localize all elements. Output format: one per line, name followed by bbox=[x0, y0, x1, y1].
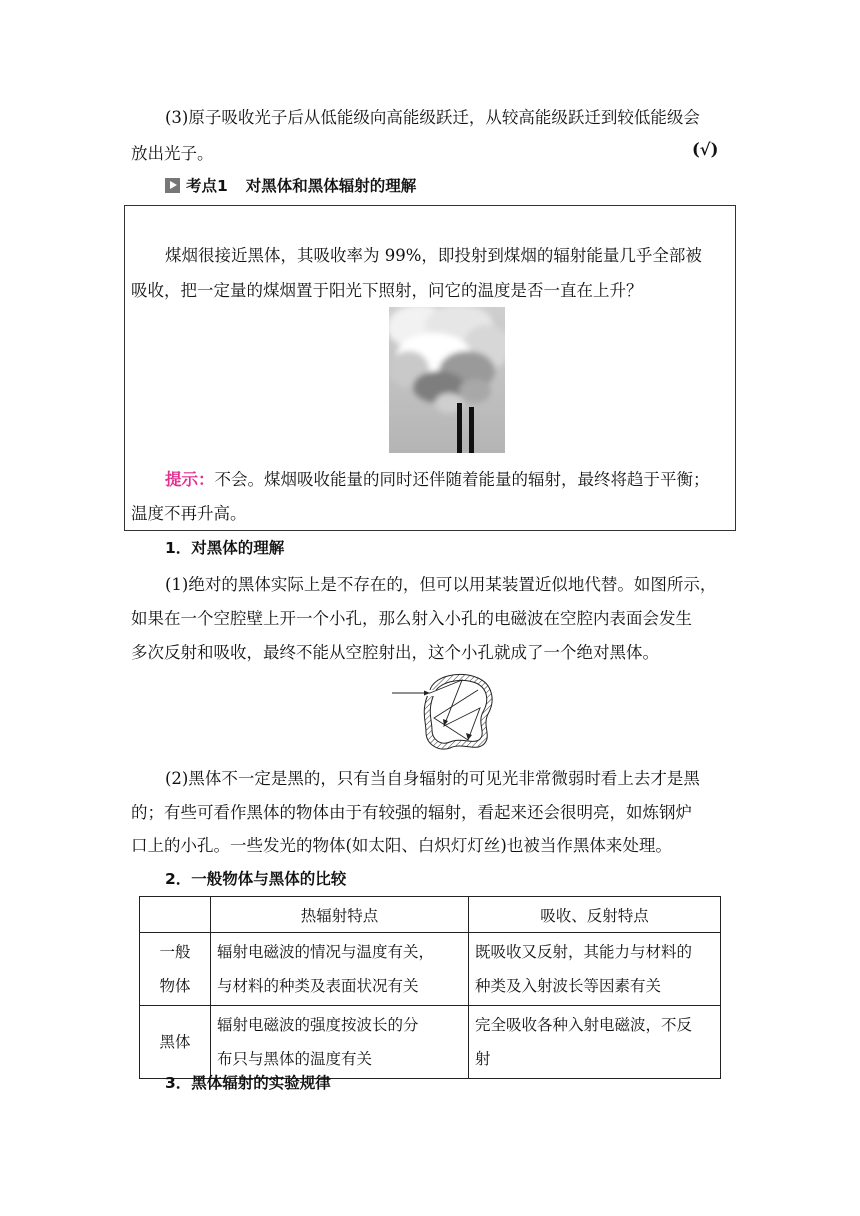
part1-p1-line-2: 如果在一个空腔壁上开一个小孔，那么射入小孔的电磁波在空腔内表面会发生 bbox=[131, 609, 692, 628]
table-row bbox=[140, 933, 721, 1006]
section-title: 对黑体和黑体辐射的理解 bbox=[245, 177, 417, 195]
hint-line-1 bbox=[165, 466, 710, 490]
part1-p2-line-1: (2)黑体不一定是黑的，只有当自身辐射的可见光非常微弱时看上去才是黑 bbox=[165, 769, 700, 788]
play-triangle-icon bbox=[165, 178, 180, 193]
hint-text: 不会。煤烟吸收能量的同时还伴随着能量的辐射，最终将趋于平衡； bbox=[214, 470, 710, 489]
absorb-cell: 完全吸收各种入射电磁波，不反 射 bbox=[469, 1006, 721, 1079]
question-line-1: 煤烟很接近黑体，其吸收率为 99%，即投射到煤烟的辐射能量几乎全部被 bbox=[165, 246, 702, 265]
part1-p2-line-2: 的；有些可看作黑体的物体由于有较强的辐射，看起来还会很明亮，如炼钢炉 bbox=[131, 803, 692, 822]
table-header-row bbox=[140, 897, 721, 933]
row-name: 一般 物体 bbox=[140, 933, 211, 1006]
comparison-table bbox=[139, 896, 721, 1079]
part1-heading: 1．对黑体的理解 bbox=[165, 539, 285, 557]
table-header-empty bbox=[140, 897, 211, 933]
table-header-absorb: 吸收、反射特点 bbox=[469, 897, 721, 933]
judgement-mark: (√) bbox=[692, 140, 719, 159]
smokestack-photo bbox=[389, 307, 505, 453]
table-header-thermal: 热辐射特点 bbox=[211, 897, 469, 933]
part3-heading: 3．黑体辐射的实验规律 bbox=[165, 1074, 331, 1092]
table-row bbox=[140, 1006, 721, 1079]
thermal-cell: 辐射电磁波的情况与温度有关， 与材料的种类及表面状况有关 bbox=[211, 933, 469, 1006]
part1-p2-line-3: 口上的小孔。一些发光的物体(如太阳、白炽灯灯丝)也被当作黑体来处理。 bbox=[131, 836, 672, 855]
cavity-diagram bbox=[392, 668, 504, 752]
section-heading bbox=[165, 174, 416, 196]
hint-label: 提示： bbox=[165, 470, 215, 489]
absorb-cell: 既吸收又反射，其能力与材料的 种类及入射波长等因素有关 bbox=[469, 933, 721, 1006]
row-name: 黑体 bbox=[140, 1006, 211, 1079]
statement-line-2: 放出光子。 bbox=[131, 144, 214, 163]
section-label: 考点1 bbox=[186, 177, 228, 195]
part1-p1-line-3: 多次反射和吸收，最终不能从空腔射出，这个小孔就成了一个绝对黑体。 bbox=[131, 643, 659, 662]
thermal-cell: 辐射电磁波的强度按波长的分 布只与黑体的温度有关 bbox=[211, 1006, 469, 1079]
part2-heading: 2．一般物体与黑体的比较 bbox=[165, 870, 347, 888]
question-line-2: 吸收，把一定量的煤烟置于阳光下照射，问它的温度是否一直在上升？ bbox=[131, 281, 643, 300]
hint-line-2: 温度不再升高。 bbox=[131, 504, 247, 523]
statement-line-1: (3)原子吸收光子后从低能级向高能级跃迁，从较高能级跃迁到较低能级会 bbox=[165, 108, 700, 127]
part1-p1-line-1: (1)绝对的黑体实际上是不存在的，但可以用某装置近似地代替。如图所示， bbox=[165, 575, 717, 594]
